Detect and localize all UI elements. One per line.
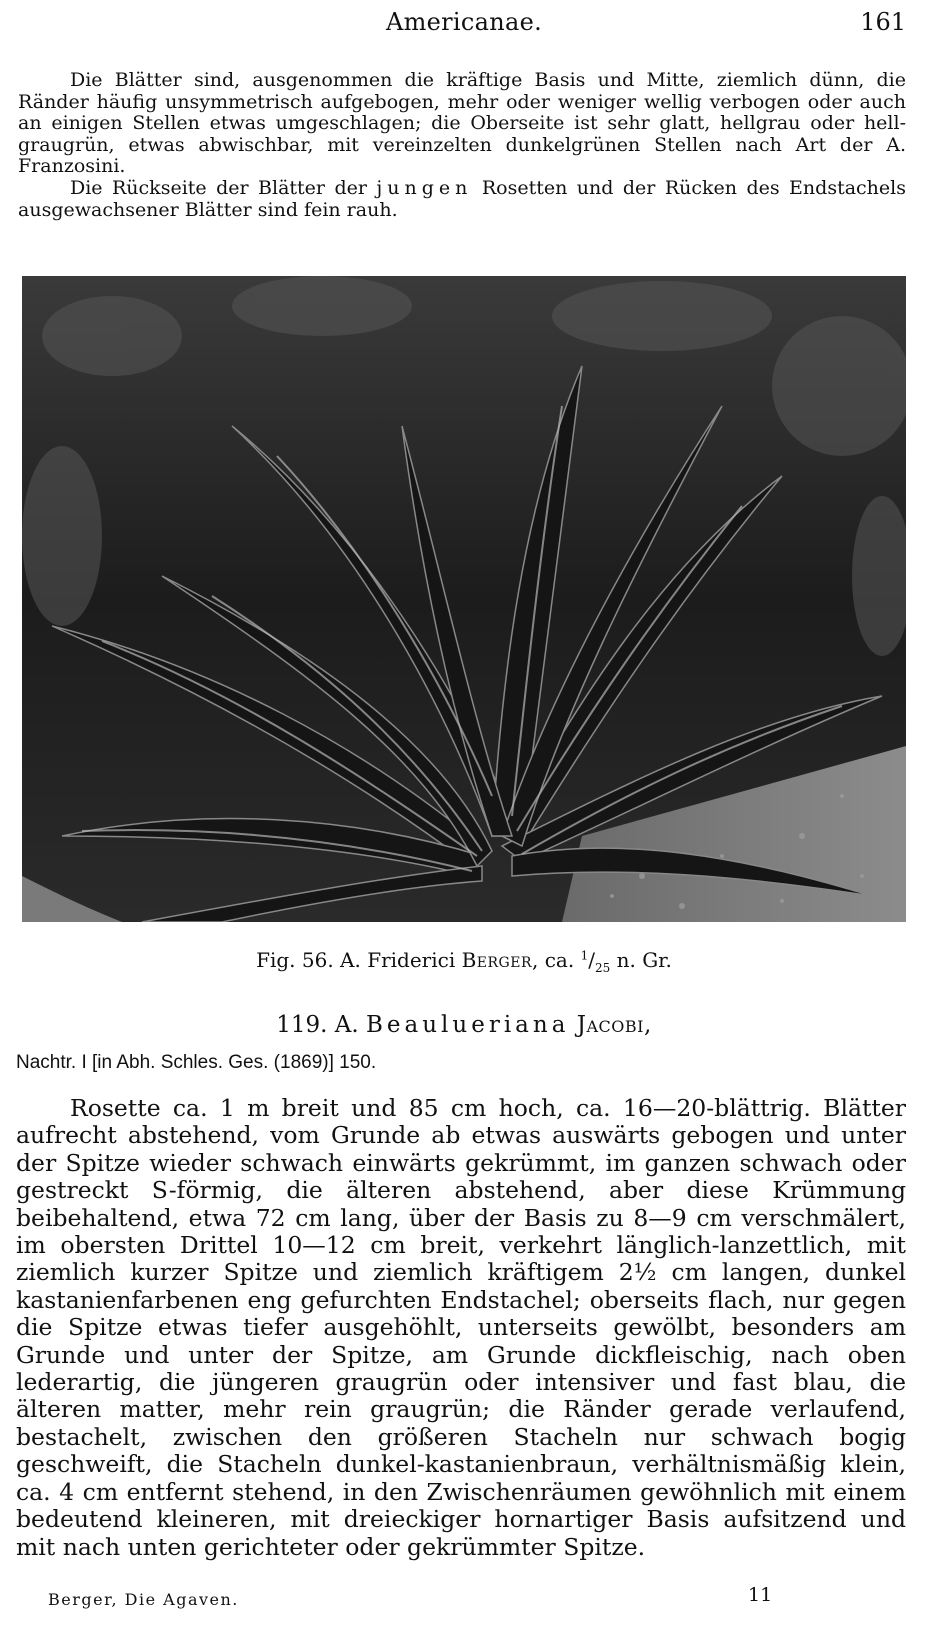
species-heading (0, 1012, 928, 1038)
page-number: 161 (860, 8, 906, 36)
agave-rosette-illustration (22, 276, 906, 922)
caption-author: Berger (461, 948, 532, 972)
caption-suffix: n. Gr. (616, 948, 672, 972)
intro-paragraph-2-start: Die Rückseite der Blätter der (70, 177, 367, 199)
species-description-text: Rosette ca. 1 m breit und 85 cm hoch, ca. 16—20-blättrig. Blätter aufrecht abstehend, vom Grunde ab etwas auswärts gebogen und unter der Spitze wieder schwach einwärts gekrümmt, im ganzen schwach oder gestreckt S-förmig, die älteren abstehend, aber diese Krümmung beibehaltend, etwa 72 cm lang, über der Basis zu 8—9 cm verschmälert, im obersten Drittel 10—12 cm breit, verkehrt länglich-lanzettlich, mit ziemlich kurzer Spitze und ziemlich kräftigem 2½ cm langen, dunkel kastanienfarbenen eng gefurchten Endstachel; oberseits flach, nur gegen die Spitze etwas tiefer ausgehöhlt, unterseits gewölbt, besonders am Grunde und unter der Spitze, am Grunde dickfleischig, nach oben lederartig, die jüngeren graugrün oder intensiver und fast blau, die älteren matter, mehr rein graugrün; die Ränder gerade verlaufend, bestachelt, zwischen den größeren Stacheln nur schwach bogig geschweift, die Stacheln dunkel-kastanienbraun, verhältnismäßig klein, ca. 4 cm entfernt stehend, in den Zwischenräumen gewöhnlich mit einem bedeutend kleineren, mit dreieckiger hornartiger Basis aufsitzend und mit nach unten gerichteter oder gekrümmter Spitze. (16, 1094, 906, 1561)
figure-photo-agave (22, 276, 906, 922)
caption-prefix: Fig. 56. A. Friderici (256, 948, 456, 972)
intro-paragraph-1-text: Die Blätter sind, ausgenommen die kräftige Basis und Mitte, ziemlich dünn, die Ränder häufig unsymmetrisch aufgebogen, mehr oder weniger wellig verbogen oder auch an einigen Stellen etwas umgeschlagen; die Oberseite ist sehr glatt, hellgrau oder hell-graugrün, etwas abwischbar, mit vereinzelten dunkelgrünen Stellen nach Art der A. Franzosini. (18, 69, 906, 178)
intro-paragraph-2-spaced-word: jungen (376, 177, 473, 199)
species-reference: Nachtr. I [in Abh. Schles. Ges. (1869)] 150. (16, 1052, 377, 1073)
fraction-numerator: 1 (580, 948, 589, 963)
figure-caption (0, 948, 928, 975)
caption-scale-fraction: $^1/_{25}$ (580, 948, 611, 975)
species-description (16, 1095, 906, 1561)
caption-mid: , ca. (532, 948, 575, 972)
intro-paragraph-2 (18, 178, 906, 221)
species-number: 119. A. (276, 1012, 359, 1038)
running-header-title: Americanae. (385, 8, 543, 36)
footer-signature: Berger, Die Agaven. (48, 1590, 239, 1609)
footer-sheet-number: 11 (748, 1584, 773, 1606)
species-author: Jacobi, (576, 1012, 652, 1038)
intro-paragraph-1 (18, 70, 906, 178)
fraction-denominator: 25 (594, 961, 611, 975)
intro-paragraph-2-end: Rosetten und der Rücken des Endstachels ausgewachsener Blätter sind fein rauh. (18, 177, 906, 221)
species-name: Beaulueriana (366, 1012, 570, 1038)
